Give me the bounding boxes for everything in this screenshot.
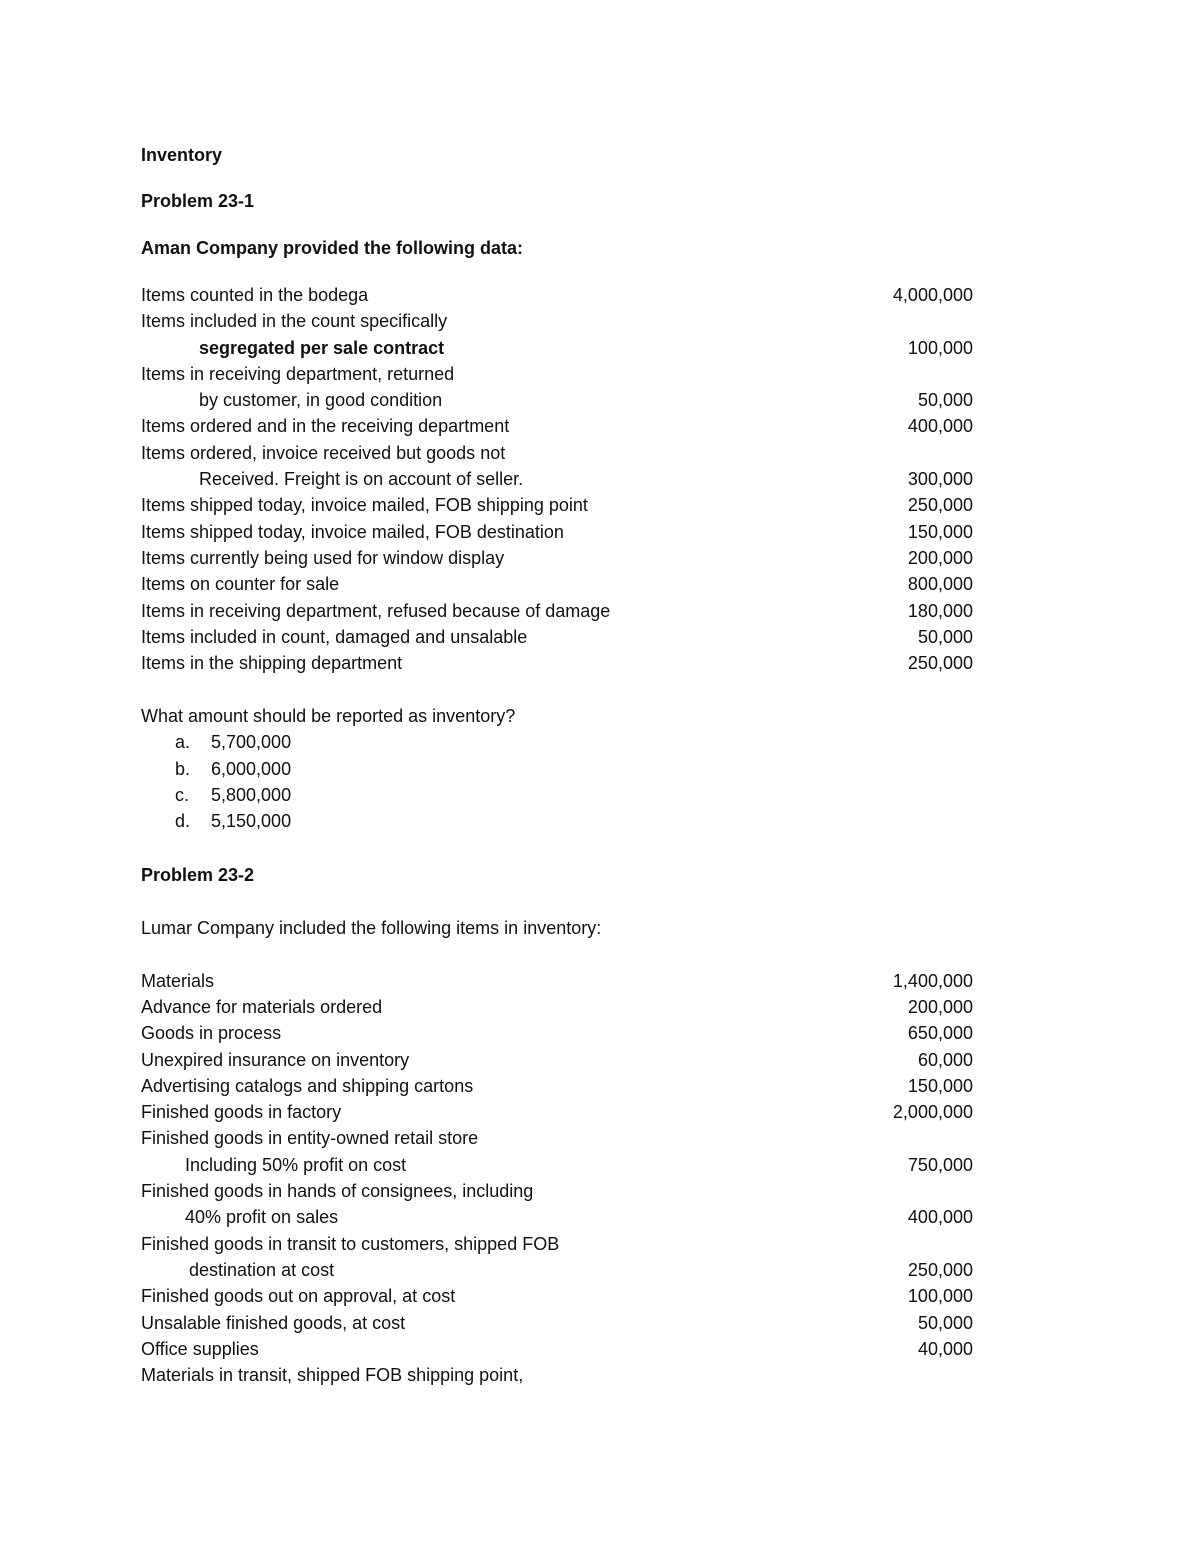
row-amount: 100,000 (907, 337, 973, 358)
problem-1-intro: Aman Company provided the following data: (141, 238, 524, 258)
choice-text: 5,800,000 (211, 785, 292, 806)
choice-text: 6,000,000 (211, 758, 292, 779)
row-label: Items included in count, damaged and unsalable (141, 626, 528, 647)
data-row (141, 650, 981, 676)
row-label: Items in the shipping department (141, 653, 403, 674)
row-label: Items included in the count specifically (141, 311, 448, 332)
problem-1-choices (141, 729, 981, 834)
data-row (141, 387, 981, 413)
data-row (141, 440, 981, 466)
row-amount: 1,400,000 (892, 970, 973, 991)
data-row (141, 413, 981, 439)
row-amount: 100,000 (907, 1286, 973, 1307)
row-label: Finished goods in transit to customers, shipped FOB (141, 1233, 560, 1254)
data-row (141, 492, 981, 518)
data-row (141, 1204, 981, 1230)
data-row (141, 1231, 981, 1257)
data-row (141, 545, 981, 571)
data-row (141, 1073, 981, 1099)
choice-text: 5,150,000 (211, 811, 292, 832)
data-row (141, 361, 981, 387)
data-row (141, 1336, 981, 1362)
row-label: Materials (141, 970, 215, 991)
problem-2-data-list (141, 968, 981, 1389)
row-amount: 400,000 (907, 416, 973, 437)
answer-choice (141, 729, 981, 755)
data-row (141, 1020, 981, 1046)
data-row (141, 994, 981, 1020)
data-row (141, 1152, 981, 1178)
row-amount: 300,000 (907, 469, 973, 490)
row-label: Advance for materials ordered (141, 996, 383, 1017)
answer-choice (141, 756, 981, 782)
row-amount: 40,000 (917, 1338, 973, 1359)
data-row (141, 1283, 981, 1309)
row-label: Office supplies (141, 1338, 259, 1359)
row-label: Received. Freight is on account of seller. (199, 469, 524, 490)
row-amount: 150,000 (907, 1075, 973, 1096)
row-amount: 60,000 (917, 1049, 973, 1070)
data-row (141, 1362, 981, 1388)
data-row (141, 968, 981, 994)
row-label: Items in receiving department, returned (141, 363, 455, 384)
row-label: segregated per sale contract (199, 337, 445, 358)
row-label: Items shipped today, invoice mailed, FOB destination (141, 521, 564, 542)
row-label: Advertising catalogs and shipping cartons (141, 1075, 474, 1096)
data-row (141, 335, 981, 361)
row-label: Goods in process (141, 1023, 282, 1044)
problem-1-data-list (141, 282, 981, 676)
row-label: Materials in transit, shipped FOB shipping point, (141, 1365, 524, 1386)
problem-2-heading: Problem 23-2 (141, 864, 255, 885)
row-label: Finished goods in hands of consignees, including (141, 1181, 534, 1202)
row-label: Finished goods in entity-owned retail store (141, 1128, 479, 1149)
data-row (141, 1310, 981, 1336)
data-row (141, 308, 981, 334)
row-label: Including 50% profit on cost (185, 1154, 407, 1175)
document-title: Inventory (141, 145, 223, 165)
row-amount: 50,000 (917, 390, 973, 411)
row-label: by customer, in good condition (199, 390, 443, 411)
row-label: destination at cost (189, 1259, 335, 1280)
row-label: Unexpired insurance on inventory (141, 1049, 410, 1070)
row-amount: 200,000 (907, 547, 973, 568)
row-label: Items ordered and in the receiving department (141, 416, 510, 437)
row-label: 40% profit on sales (185, 1207, 339, 1228)
row-amount: 250,000 (907, 1259, 973, 1280)
answer-choice (141, 808, 981, 834)
data-row (141, 1257, 981, 1283)
choice-letter: c. (175, 785, 190, 806)
row-label: Items in receiving department, refused because of damage (141, 600, 611, 621)
data-row (141, 1099, 981, 1125)
row-amount: 800,000 (907, 574, 973, 595)
problem-1-question: What amount should be reported as inventory? (141, 706, 516, 727)
choice-letter: d. (175, 811, 191, 832)
problem-2-intro: Lumar Company included the following items in inventory: (141, 917, 602, 938)
problem-1-heading: Problem 23-1 (141, 191, 255, 211)
data-row (141, 624, 981, 650)
choice-letter: b. (175, 758, 191, 779)
row-amount: 2,000,000 (892, 1102, 973, 1123)
row-amount: 200,000 (907, 996, 973, 1017)
choice-text: 5,700,000 (211, 732, 292, 753)
row-label: Items ordered, invoice received but goods not (141, 442, 506, 463)
data-row (141, 1125, 981, 1151)
row-amount: 650,000 (907, 1023, 973, 1044)
data-row (141, 598, 981, 624)
data-row (141, 1178, 981, 1204)
row-amount: 400,000 (907, 1207, 973, 1228)
row-amount: 50,000 (917, 626, 973, 647)
row-label: Finished goods out on approval, at cost (141, 1286, 456, 1307)
choice-letter: a. (175, 732, 191, 753)
row-amount: 250,000 (907, 653, 973, 674)
data-row (141, 1047, 981, 1073)
row-label: Finished goods in factory (141, 1102, 342, 1123)
row-amount: 250,000 (907, 495, 973, 516)
document-body (141, 142, 981, 1388)
row-amount: 50,000 (917, 1312, 973, 1333)
data-row (141, 282, 981, 308)
row-label: Items shipped today, invoice mailed, FOB shipping point (141, 495, 588, 516)
row-amount: 150,000 (907, 521, 973, 542)
row-label: Unsalable finished goods, at cost (141, 1312, 406, 1333)
row-amount: 4,000,000 (892, 285, 973, 305)
row-amount: 180,000 (907, 600, 973, 621)
row-label: Items counted in the bodega (141, 285, 369, 305)
data-row (141, 571, 981, 597)
answer-choice (141, 782, 981, 808)
data-row (141, 466, 981, 492)
data-row (141, 519, 981, 545)
row-amount: 750,000 (907, 1154, 973, 1175)
row-label: Items on counter for sale (141, 574, 340, 595)
row-label: Items currently being used for window display (141, 547, 505, 568)
